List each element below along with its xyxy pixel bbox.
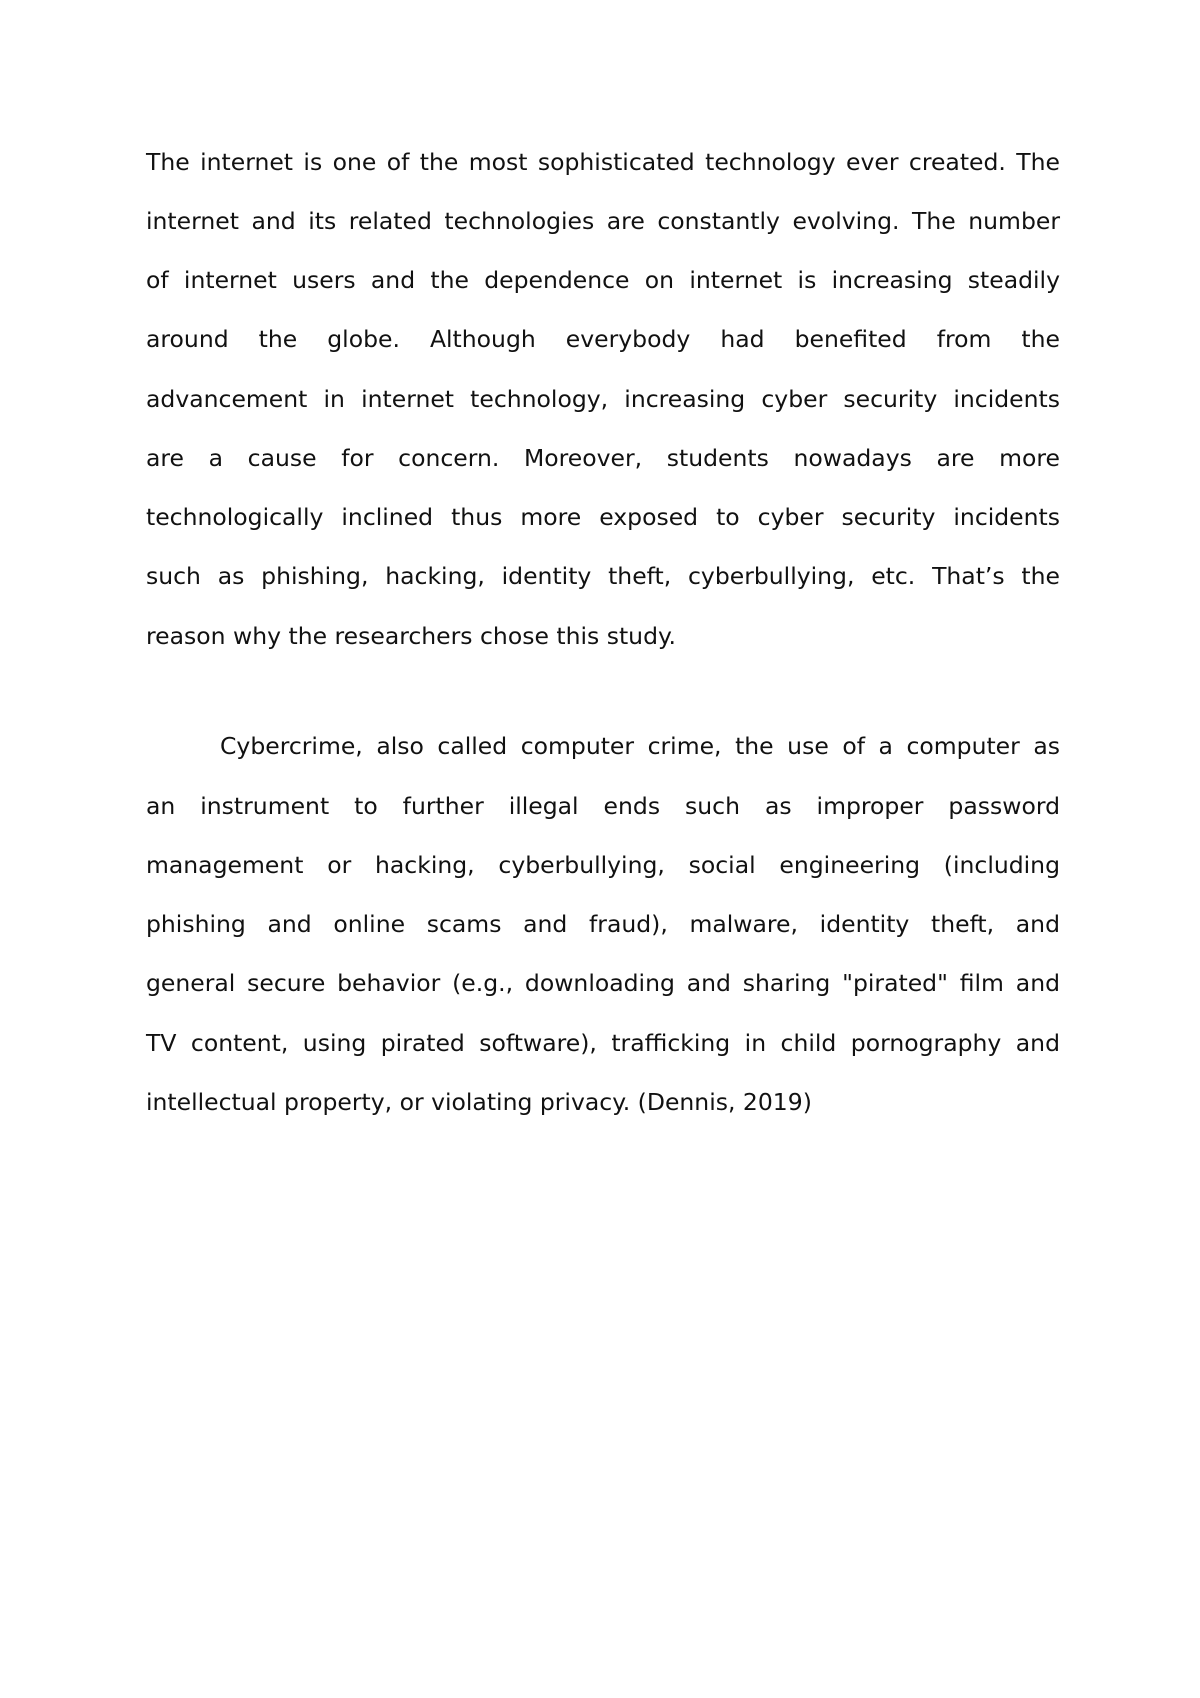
paragraph-line: such as phishing, hacking, identity theft, cyberbullying, etc. That’s the [146,562,1060,590]
paragraph-line: Cybercrime, also called computer crime, the use of a computer as [220,732,1060,760]
paragraph-line: TV content, using pirated software), trafficking in child pornography and [146,1029,1060,1057]
paragraph-line: advancement in internet technology, increasing cyber security incidents [146,385,1060,413]
paragraph-line: internet and its related technologies are constantly evolving. The number [146,207,1060,235]
paragraph-line: management or hacking, cyberbullying, social engineering (including [146,851,1060,879]
paragraph-line: around the globe. Although everybody had benefited from the [146,325,1060,353]
paragraph-line: are a cause for concern. Moreover, students nowadays are more [146,444,1060,472]
paragraph-line: of internet users and the dependence on internet is increasing steadily [146,266,1060,294]
paragraph-line: intellectual property, or violating privacy. (Dennis, 2019) [146,1088,812,1116]
paragraph-line: The internet is one of the most sophisticated technology ever created. The [146,148,1060,176]
paragraph-line: an instrument to further illegal ends such as improper password [146,792,1060,820]
paragraph-line: reason why the researchers chose this study. [146,622,677,650]
paragraph-line: technologically inclined thus more exposed to cyber security incidents [146,503,1060,531]
paragraph-line: phishing and online scams and fraud), malware, identity theft, and [146,910,1060,938]
paragraph-line: general secure behavior (e.g., downloading and sharing "pirated" film and [146,969,1060,997]
